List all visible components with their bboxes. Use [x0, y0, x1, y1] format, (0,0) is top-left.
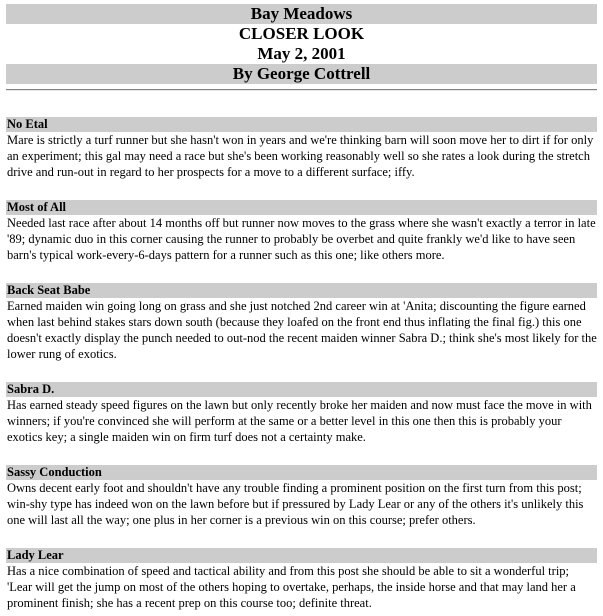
horse-name: Sassy Conduction: [6, 465, 597, 480]
entry: [6, 465, 597, 528]
horse-name: Back Seat Babe: [6, 283, 597, 298]
byline: By George Cottrell: [6, 64, 597, 84]
entries-list: [6, 117, 597, 611]
horse-name: Sabra D.: [6, 382, 597, 397]
horse-name: Lady Lear: [6, 548, 597, 563]
horse-name: Most of All: [6, 200, 597, 215]
entry: [6, 200, 597, 263]
horse-analysis: Owns decent early foot and shouldn't have any trouble finding a prominent position on the first turn from this post; win-shy type has indeed won on the lawn before but if pressured by Lady Lear or any of the others it's unlikely this one will last all the way; one plus in her corner is a previous win on this course; prefer others.: [7, 481, 584, 527]
entry: [6, 117, 597, 180]
horse-analysis: Has a nice combination of speed and tactical ability and from this post she should be able to sit a wonderful trip; 'Lear will get the jump on most of the others hoping to overtake, perhaps, the inside horse and that may land her a prominent finish; she has a recent prep on this course too; definite threat.: [7, 564, 576, 610]
article-date: May 2, 2001: [257, 44, 346, 63]
horse-name: No Etal: [6, 117, 597, 132]
horse-analysis: Earned maiden win going long on grass and she just notched 2nd career win at 'Anita; discounting the figure earned when last behind stakes stars down south (because they loafed on the front end thus inflating the final fig.) this one doesn't exactly display the punch needed to out-nod the recent maiden winner Sabra D.; think she's most likely for the lower rung of exotics.: [7, 299, 597, 361]
horse-analysis: Mare is strictly a turf runner but she hasn't won in years and we're thinking barn will soon move her to dirt if for only an experiment; this gal may need a race but she's been working reasonably well so she rates a look during the stretch drive and run-out in regard to her prospects for a move to a different surface; iffy.: [7, 133, 594, 179]
track-name: Bay Meadows: [6, 4, 597, 24]
entry: [6, 382, 597, 445]
entry: [6, 283, 597, 362]
column-title: CLOSER LOOK: [238, 24, 365, 43]
horse-analysis: Needed last race after about 14 months off but runner now moves to the grass where she wasn't exactly a terror in late '89; dynamic duo in this corner causing the runner to probably be overbet and quite frankly we'd like to have seen barn's typical work-every-6-days pattern for a runner such as this one; like others more.: [7, 216, 596, 262]
entry: [6, 548, 597, 611]
article-header: [6, 4, 597, 84]
horse-analysis: Has earned steady speed figures on the lawn but only recently broke her maiden and now must face the move in with winners; if you're convinced she will perform at the same or a better level in this one then this is probably your exotics key; a single maiden win on firm turf does not a certainty make.: [7, 398, 592, 444]
horizontal-rule: [6, 89, 597, 91]
